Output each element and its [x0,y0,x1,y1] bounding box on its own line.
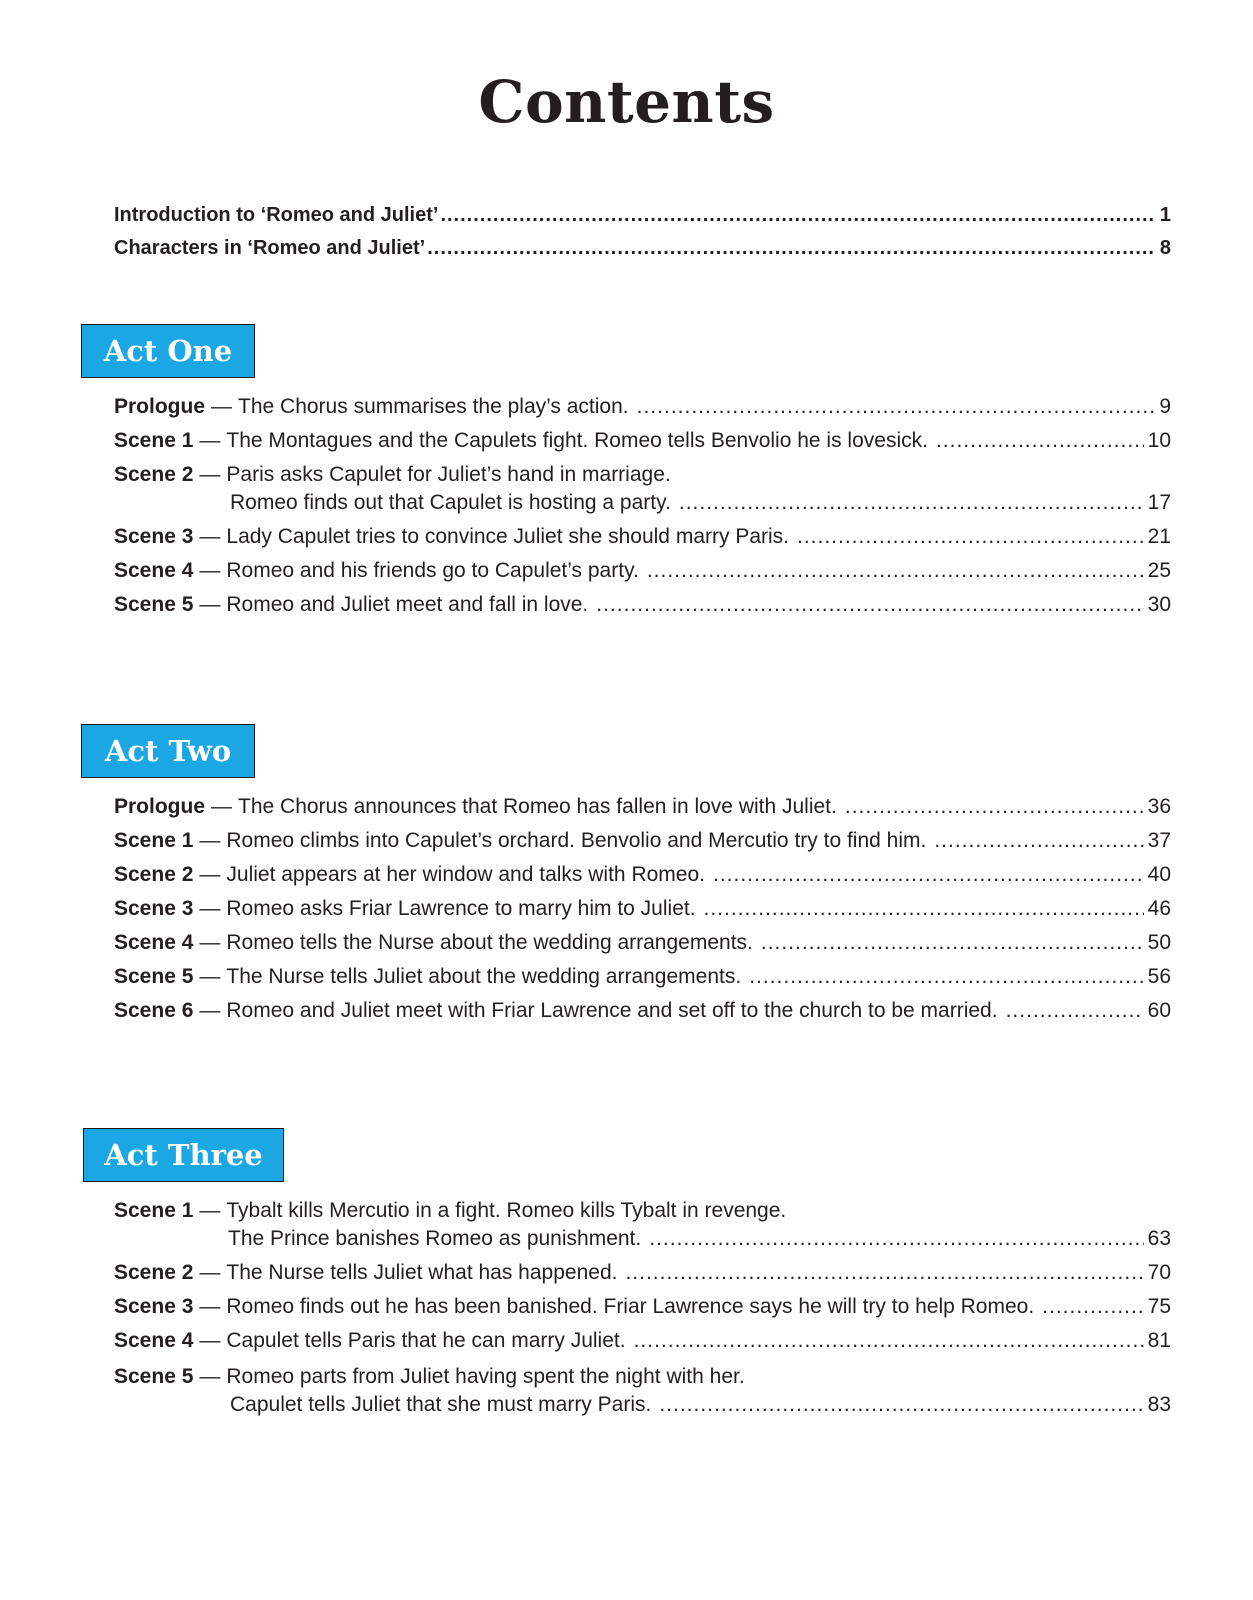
entry-label: Scene 2 [114,863,194,886]
dot-leader [427,237,1156,260]
page-number: 63 [1147,1227,1171,1250]
entry-label: Scene 4 [114,559,194,582]
entry-description: Romeo climbs into Capulet’s orchard. Benvolio and Mercutio try to find him. [226,829,927,852]
entry-description: Romeo and Juliet meet and fall in love. [226,593,589,616]
dot-leader [936,429,1144,453]
toc-entry-title: Introduction to ‘Romeo and Juliet’ [114,204,439,226]
page-number: 60 [1147,999,1171,1022]
toc-entry-act3-scene5[interactable] [114,1365,1171,1389]
entry-description: Lady Capulet tries to convince Juliet she should marry Paris. [226,525,789,548]
page-number: 9 [1159,395,1171,418]
toc-entry-act3-scene5-cont[interactable] [230,1393,1171,1417]
em-dash: — [199,897,221,920]
page-number: 30 [1147,593,1171,616]
entry-label: Prologue [114,795,206,818]
em-dash: — [199,1365,221,1388]
page-number: 46 [1147,897,1171,920]
em-dash: — [199,593,221,616]
entry-label: Scene 5 [114,1365,194,1388]
dot-leader [1042,1295,1143,1319]
em-dash: — [199,1295,221,1318]
page-title: Contents [478,68,775,136]
dot-leader [649,1227,1143,1251]
em-dash: — [199,999,221,1022]
entry-description: Romeo tells the Nurse about the wedding arrangements. [226,931,753,954]
em-dash: — [199,1199,221,1222]
toc-entry-act1-scene4[interactable] [114,559,1171,583]
entry-description-cont: Romeo finds out that Capulet is hosting a party. [230,491,671,514]
entry-label: Scene 4 [114,1329,194,1352]
dot-leader [659,1393,1143,1417]
dot-leader [761,931,1144,955]
page-number: 10 [1147,429,1171,452]
dot-leader [797,525,1144,549]
em-dash: — [199,931,221,954]
entry-description: Juliet appears at her window and talks with Romeo. [226,863,705,886]
entry-label: Scene 3 [114,897,194,920]
em-dash: — [199,1261,221,1284]
page-number: 56 [1147,965,1171,988]
em-dash: — [199,863,221,886]
toc-entry-act3-scene1-cont[interactable] [228,1227,1171,1251]
entry-description: The Chorus summarises the play’s action. [238,395,629,418]
entry-description-cont: Capulet tells Juliet that she must marry Paris. [230,1393,652,1416]
entry-label: Scene 4 [114,931,194,954]
dot-leader [637,395,1156,419]
dot-leader [845,795,1144,819]
toc-entry-act1-scene5[interactable] [114,593,1171,617]
entry-label: Scene 1 [114,1199,194,1222]
toc-entry-characters[interactable] [114,237,1171,260]
entry-label: Scene 6 [114,999,194,1022]
em-dash: — [199,525,221,548]
page-number: 40 [1147,863,1171,886]
entry-description: Romeo finds out he has been banished. Friar Lawrence says he will try to help Romeo. [226,1295,1035,1318]
entry-description: Paris asks Capulet for Juliet’s hand in marriage. [226,463,671,486]
toc-entry-act2-scene4[interactable] [114,931,1171,955]
dot-leader [749,965,1143,989]
toc-entry-act3-scene2[interactable] [114,1261,1171,1285]
page-number: 1 [1159,204,1171,226]
em-dash: — [199,559,221,582]
entry-label: Prologue [114,395,206,418]
entry-label: Scene 2 [114,463,194,486]
em-dash: — [199,1329,221,1352]
entry-description: Capulet tells Paris that he can marry Juliet. [226,1329,626,1352]
page-number: 25 [1147,559,1171,582]
em-dash: — [199,463,221,486]
toc-entry-act1-prologue[interactable] [114,395,1171,419]
entry-description: Tybalt kills Mercutio in a fight. Romeo kills Tybalt in revenge. [226,1199,787,1222]
toc-entry-act2-scene3[interactable] [114,897,1171,921]
toc-entry-title: Characters in ‘Romeo and Juliet’ [114,237,426,259]
entry-label: Scene 5 [114,965,194,988]
page-number: 50 [1147,931,1171,954]
entry-description: The Nurse tells Juliet what has happened. [226,1261,618,1284]
entry-label: Scene 3 [114,1295,194,1318]
act-two-banner: Act Two [81,724,255,778]
toc-entry-act2-scene2[interactable] [114,863,1171,887]
toc-entry-act3-scene3[interactable] [114,1295,1171,1319]
page-number: 8 [1159,237,1171,259]
page-number: 21 [1147,525,1171,548]
entry-description: Romeo asks Friar Lawrence to marry him to Juliet. [226,897,696,920]
em-dash: — [199,965,221,988]
dot-leader [934,829,1143,853]
entry-description: The Chorus announces that Romeo has fallen in love with Juliet. [238,795,837,818]
dot-leader [596,593,1143,617]
toc-entry-act2-prologue[interactable] [114,795,1171,819]
toc-entry-act2-scene5[interactable] [114,965,1171,989]
em-dash: — [211,795,233,818]
em-dash: — [199,829,221,852]
dot-leader [440,204,1155,227]
toc-entry-act2-scene1[interactable] [114,829,1171,853]
toc-entry-act1-scene2[interactable] [114,463,1171,487]
dot-leader [713,863,1144,887]
entry-description: The Montagues and the Capulets fight. Romeo tells Benvolio he is lovesick. [226,429,928,452]
toc-entry-act1-scene2-cont[interactable] [230,491,1171,515]
entry-label: Scene 3 [114,525,194,548]
entry-label: Scene 5 [114,593,194,616]
toc-entry-act1-scene1[interactable] [114,429,1171,453]
entry-label: Scene 2 [114,1261,194,1284]
page-number: 83 [1147,1393,1171,1416]
entry-label: Scene 1 [114,829,194,852]
toc-entry-act3-scene1[interactable] [114,1199,1171,1223]
act-one-banner: Act One [81,324,255,378]
dot-leader [625,1261,1143,1285]
page-number: 37 [1147,829,1171,852]
page-number: 81 [1147,1329,1171,1352]
dot-leader [1006,999,1144,1023]
toc-entry-act2-scene6[interactable] [114,999,1171,1023]
dot-leader [704,897,1144,921]
em-dash: — [199,429,221,452]
page-number: 36 [1147,795,1171,818]
page-number: 70 [1147,1261,1171,1284]
dot-leader [647,559,1144,583]
dot-leader [634,1329,1144,1353]
entry-label: Scene 1 [114,429,194,452]
entry-description: Romeo parts from Juliet having spent the night with her. [226,1365,745,1388]
entry-description-cont: The Prince banishes Romeo as punishment. [228,1227,642,1250]
page-number: 17 [1147,491,1171,514]
dot-leader [679,491,1144,515]
toc-entry-act1-scene3[interactable] [114,525,1171,549]
entry-description: Romeo and Juliet meet with Friar Lawrence and set off to the church to be married. [226,999,998,1022]
em-dash: — [211,395,233,418]
toc-entry-introduction[interactable] [114,204,1171,227]
toc-entry-act3-scene4[interactable] [114,1329,1171,1353]
entry-description: Romeo and his friends go to Capulet’s party. [226,559,639,582]
entry-description: The Nurse tells Juliet about the wedding arrangements. [226,965,742,988]
act-three-banner: Act Three [83,1128,284,1182]
page-number: 75 [1147,1295,1171,1318]
